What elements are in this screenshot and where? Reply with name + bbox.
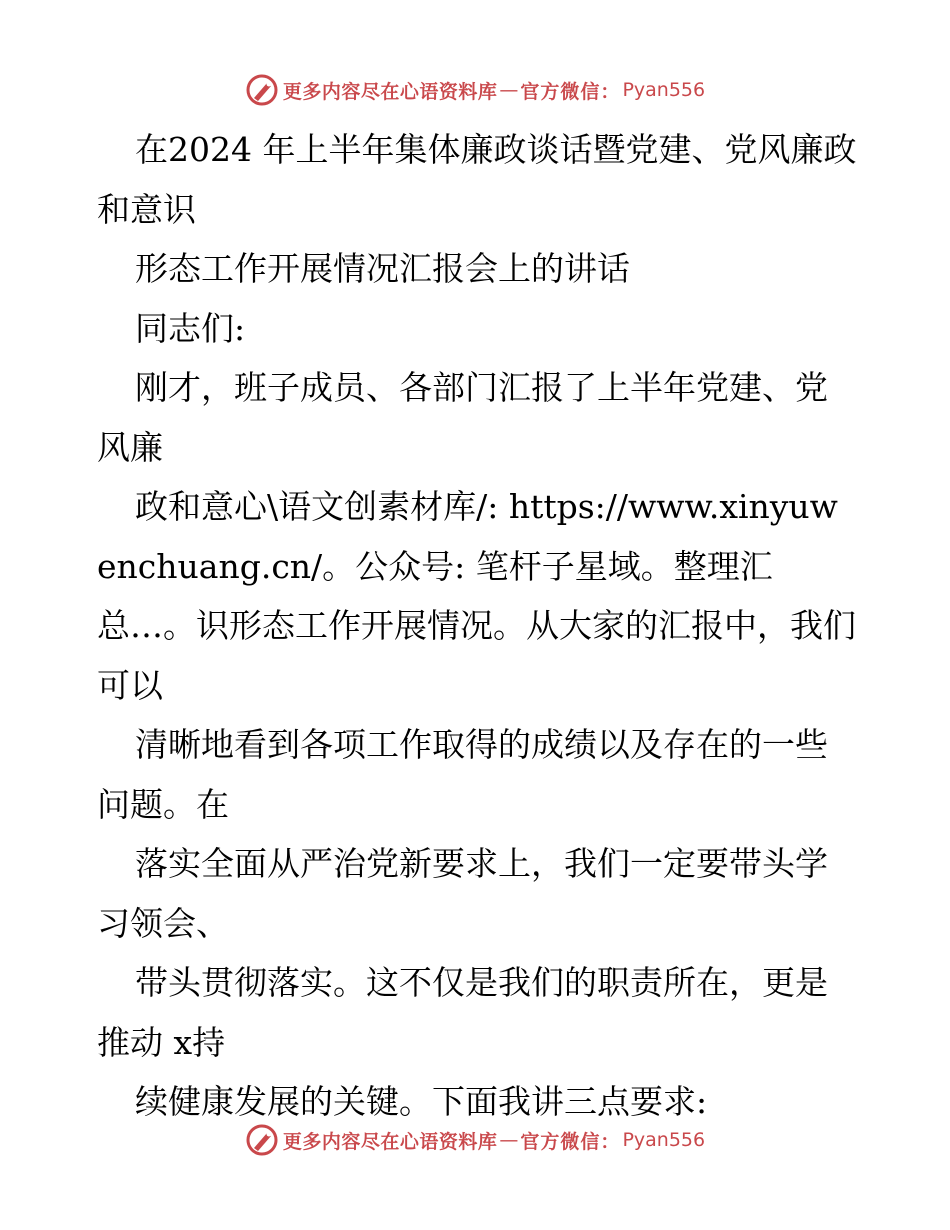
body-paragraph: 清晰地看到各项工作取得的成绩以及存在的一些问题。在	[97, 725, 828, 824]
watermark-dash: —	[499, 79, 519, 101]
watermark-text: 更多内容尽在心语资料库	[282, 80, 498, 103]
watermark-wechat-label: 官方微信：	[520, 1130, 621, 1153]
watermark-wechat-label: 官方微信：	[520, 80, 621, 103]
body-paragraph: 落实全面从严治党新要求上，我们一定要带头学习领会、	[97, 844, 828, 943]
body-paragraph: 政和意心\语文创素材库/: https://www.xinyuwenchuang.cn/。公众号: 笔杆子星域。整理汇总…。识形态工作开展情况。从大家的汇报中，我们可以	[97, 487, 856, 705]
body-paragraph: 续健康发展的关键。下面我讲三点要求:	[135, 1082, 708, 1121]
watermark-wechat-id: Pyan556	[622, 1129, 706, 1151]
footer-watermark	[0, 1120, 950, 1160]
document-title-line-1: 在2024 年上半年集体廉政谈话暨党建、党风廉政和意识	[97, 130, 857, 229]
pen-logo-icon	[245, 73, 279, 107]
pen-logo-icon	[245, 1123, 279, 1157]
watermark-dash: —	[499, 1129, 519, 1151]
watermark-wechat-id: Pyan556	[622, 79, 706, 101]
body-paragraph: 刚才，班子成员、各部门汇报了上半年党建、党风廉	[97, 368, 828, 467]
salutation: 同志们:	[135, 308, 246, 348]
header-watermark	[0, 70, 950, 110]
document-body	[97, 120, 857, 1132]
document-title-line-2: 形态工作开展情况汇报会上的讲话	[135, 249, 630, 288]
watermark-text: 更多内容尽在心语资料库	[282, 1130, 498, 1153]
body-paragraph: 带头贯彻落实。这不仅是我们的职责所在，更是推动 x持	[97, 963, 828, 1062]
